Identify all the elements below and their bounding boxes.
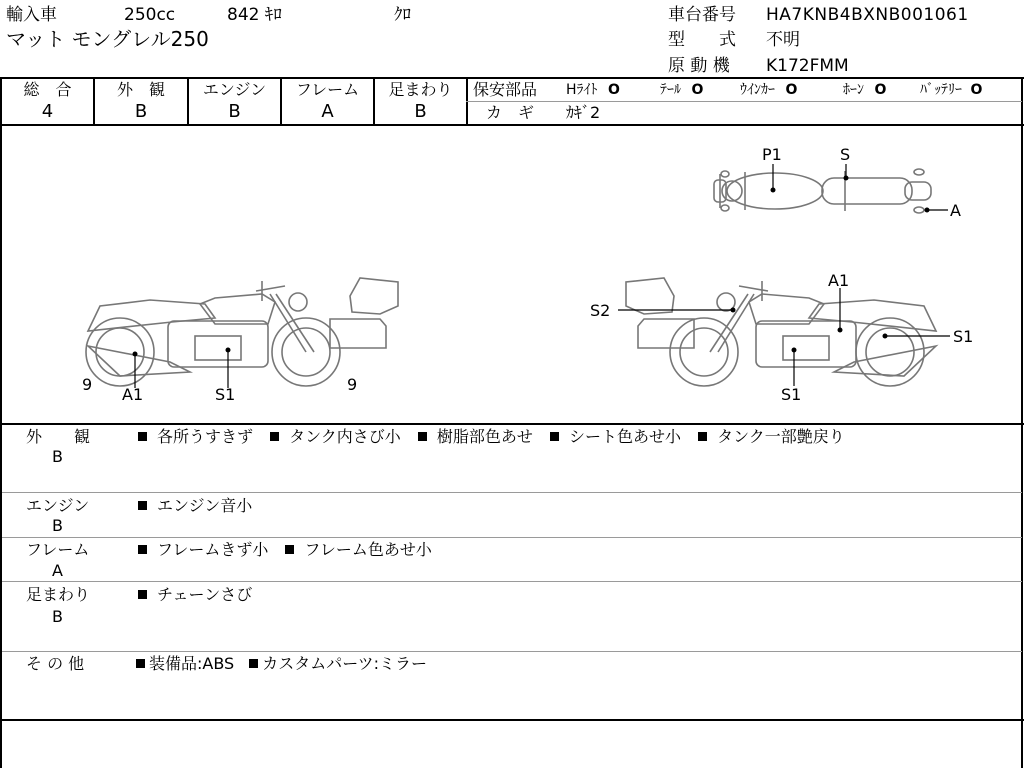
remark-other-items: [136, 655, 427, 673]
bullet-icon: [138, 501, 147, 510]
grade-frame-label: フレーム: [295, 80, 360, 99]
remarks-divider: [0, 719, 1024, 721]
label-s1-right: S1: [781, 385, 802, 404]
grade-frame-value: A: [321, 101, 334, 122]
label-s1-right-rear: S1: [953, 327, 974, 346]
remark-other-category: そ の 他: [26, 654, 85, 673]
remark-item: フレーム色あせ小: [304, 540, 432, 559]
key-value: ｶｷﾞ2: [566, 103, 601, 122]
model-type: 不明: [766, 30, 800, 50]
safety-item-status: O: [970, 82, 983, 98]
safety-item-status: O: [874, 82, 887, 98]
grade-total-label: 総 合: [23, 80, 72, 99]
remark-exterior-grade: B: [52, 447, 63, 466]
remarks-row-divider: [2, 581, 1022, 582]
remarks-row-divider: [2, 537, 1022, 538]
remark-exterior-items: [138, 428, 845, 446]
safety-item-horn: [843, 82, 886, 98]
bullet-icon: [270, 432, 279, 441]
remark-suspension-category: 足まわり: [26, 585, 91, 604]
safety-item-battery: [920, 82, 982, 98]
remark-item: チェーンさび: [157, 585, 253, 604]
remark-item: タンク一部艶戻り: [717, 427, 845, 446]
safety-item-taillight: [660, 82, 703, 98]
mileage: 842 ｷﾛ: [227, 5, 282, 25]
model-name: マット モングレル250: [6, 27, 209, 51]
displacement: 250cc: [124, 5, 176, 25]
bullet-icon: [550, 432, 559, 441]
header-divider: [0, 77, 1024, 79]
label-a1-right: A1: [828, 271, 850, 290]
label-a-top: A: [950, 201, 961, 220]
remark-item: フレームきず小: [157, 540, 269, 559]
safety-item-name: Hﾗｲﾄ: [566, 82, 598, 98]
damage-diagram: [0, 126, 1024, 422]
remark-exterior-category: 外 観: [26, 427, 91, 446]
frame-number: HA7KNB4BXNB001061: [766, 5, 969, 25]
model-type-label: 型 式: [668, 30, 736, 50]
label-s2: S2: [590, 301, 611, 320]
safety-item-name: ｳｲﾝｶｰ: [740, 82, 775, 98]
remark-suspension-grade: B: [52, 607, 63, 626]
bullet-icon: [249, 659, 258, 668]
remark-item: カスタムパーツ:ミラー: [262, 654, 428, 673]
remark-frame-grade: A: [52, 561, 63, 580]
engine-code: K172FMM: [766, 56, 849, 76]
remark-item: 樹脂部色あせ: [436, 427, 533, 446]
label-a1-left: A1: [122, 385, 144, 404]
grade-suspension-value: B: [414, 101, 427, 122]
label-9-left: 9: [82, 375, 93, 394]
remarks-row-divider: [2, 492, 1022, 493]
label-p1: P1: [762, 145, 782, 164]
grade-exterior-label: 外 観: [116, 80, 165, 99]
bullet-icon: [138, 432, 147, 441]
vehicle-category: 輸入車: [6, 5, 57, 25]
remark-item: エンジン音小: [157, 496, 253, 515]
safety-item-winker: [740, 82, 797, 98]
engine-label: 原 動 機: [668, 56, 730, 76]
label-s1-left: S1: [215, 385, 236, 404]
label-9-right: 9: [347, 375, 358, 394]
remark-engine-items: [138, 497, 252, 515]
bullet-icon: [138, 545, 147, 554]
grade-engine-label: エンジン: [202, 80, 267, 99]
grade-suspension-label: 足まわり: [388, 80, 453, 99]
safety-item-headlight: [566, 82, 620, 98]
vehicle-color: ｸﾛ: [394, 5, 411, 25]
safety-item-status: O: [785, 82, 798, 98]
diagram-divider: [0, 423, 1024, 425]
remarks-row-divider: [2, 651, 1022, 652]
remark-engine-grade: B: [52, 516, 63, 535]
frame-number-label: 車台番号: [668, 5, 736, 25]
bullet-icon: [698, 432, 707, 441]
bullet-icon: [136, 659, 145, 668]
remark-item: シート色あせ小: [569, 427, 682, 446]
safety-item-name: ﾎｰﾝ: [843, 82, 864, 98]
grade-total-value: 4: [41, 101, 54, 122]
remark-item: タンク内さび小: [289, 427, 401, 446]
label-s-top: S: [840, 145, 851, 164]
bullet-icon: [285, 545, 294, 554]
safety-item-status: O: [607, 82, 620, 98]
safety-item-name: ﾊﾞｯﾃﾘｰ: [920, 82, 962, 98]
remark-suspension-items: [138, 586, 252, 604]
grade-exterior-value: B: [134, 101, 148, 122]
remark-frame-items: [138, 541, 432, 559]
safety-parts-label: 保安部品: [473, 80, 538, 99]
bullet-icon: [418, 432, 427, 441]
bike-right-view: [626, 278, 936, 386]
key-label: カ ギ: [486, 103, 535, 122]
bullet-icon: [138, 590, 147, 599]
remark-item: 各所うすきず: [157, 427, 254, 446]
grade-engine-value: B: [228, 101, 241, 122]
remark-item: 装備品:ABS: [149, 654, 235, 673]
bike-top-view: [714, 169, 931, 213]
safety-item-name: ﾃｰﾙ: [660, 82, 681, 98]
remark-frame-category: フレーム: [26, 540, 90, 559]
bike-left-view: [86, 278, 398, 386]
safety-divider: [466, 101, 1022, 102]
safety-item-status: O: [691, 82, 704, 98]
remark-engine-category: エンジン: [26, 496, 90, 515]
